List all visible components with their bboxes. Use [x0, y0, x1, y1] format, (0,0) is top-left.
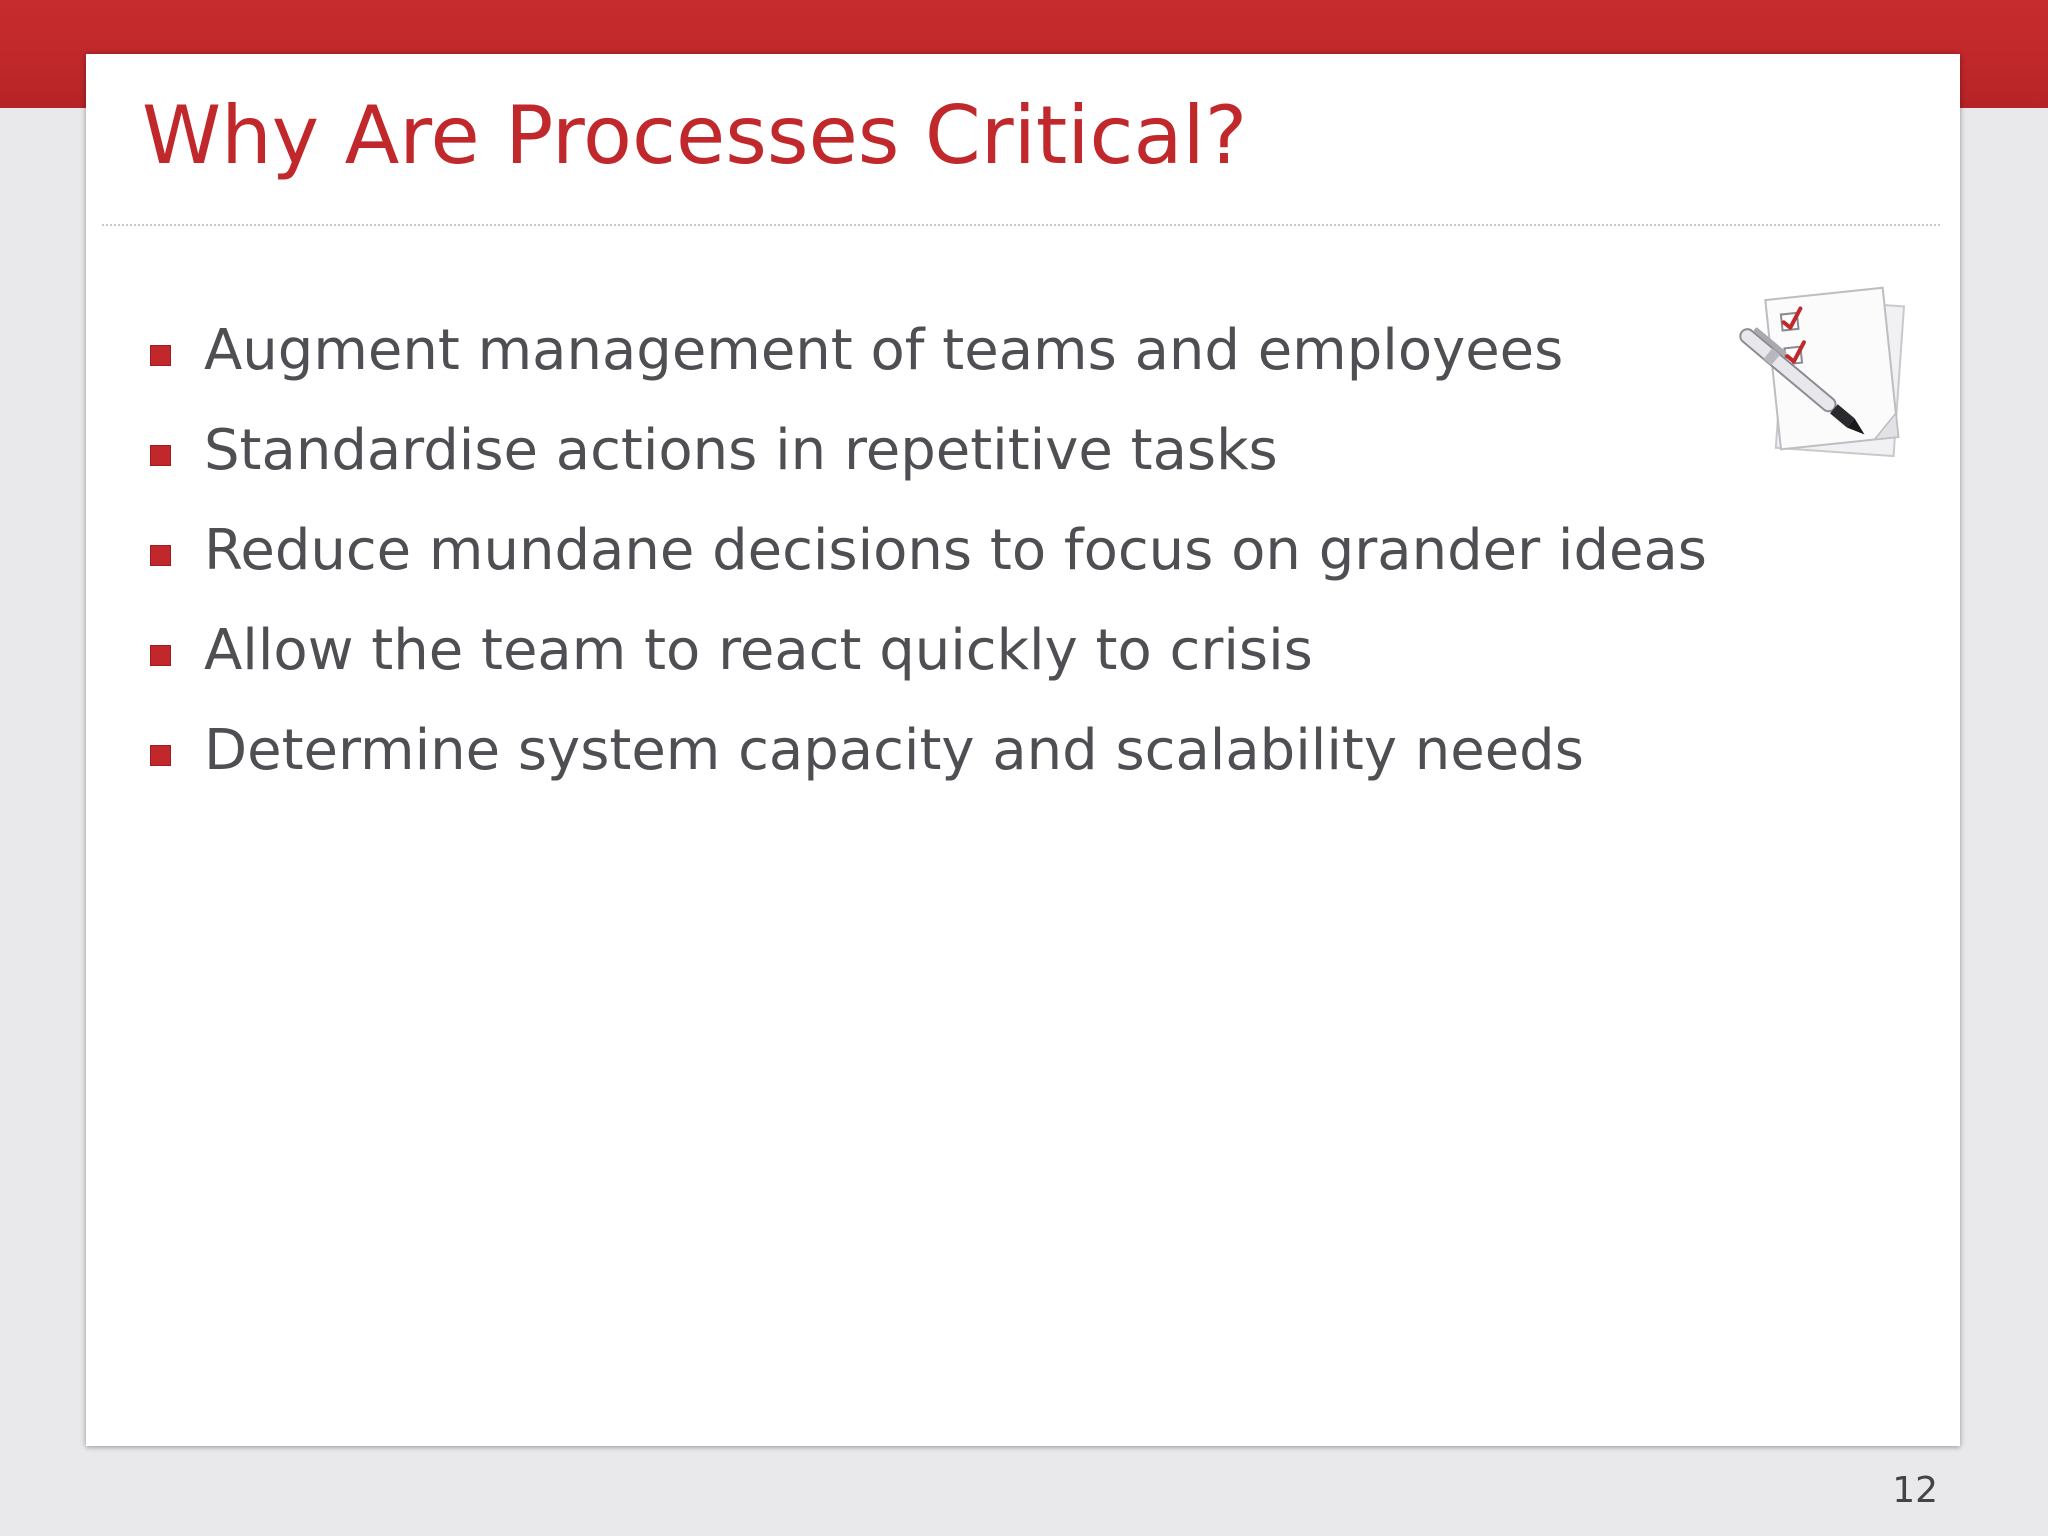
list-item	[150, 716, 1707, 816]
list-item	[150, 516, 1707, 616]
square-bullet-icon	[150, 445, 171, 466]
title-divider	[102, 224, 1940, 226]
square-bullet-icon	[150, 645, 171, 666]
bullet-list	[150, 316, 1707, 816]
slide-title: Why Are Processes Critical?	[142, 89, 1248, 182]
page-number: 12	[1892, 1470, 1938, 1511]
square-bullet-icon	[150, 745, 171, 766]
list-item	[150, 616, 1707, 716]
bullet-text: Allow the team to react quickly to crisis	[204, 618, 1313, 683]
bullet-text: Standardise actions in repetitive tasks	[204, 418, 1278, 483]
bullet-text: Determine system capacity and scalability needs	[204, 718, 1584, 783]
list-item	[150, 416, 1707, 516]
list-item	[150, 316, 1707, 416]
slide-card	[86, 54, 1960, 1446]
square-bullet-icon	[150, 545, 171, 566]
bullet-text: Augment management of teams and employees	[204, 318, 1564, 383]
checklist-with-pen-icon	[1718, 280, 1918, 480]
square-bullet-icon	[150, 345, 171, 366]
bullet-text: Reduce mundane decisions to focus on grander ideas	[204, 518, 1707, 583]
